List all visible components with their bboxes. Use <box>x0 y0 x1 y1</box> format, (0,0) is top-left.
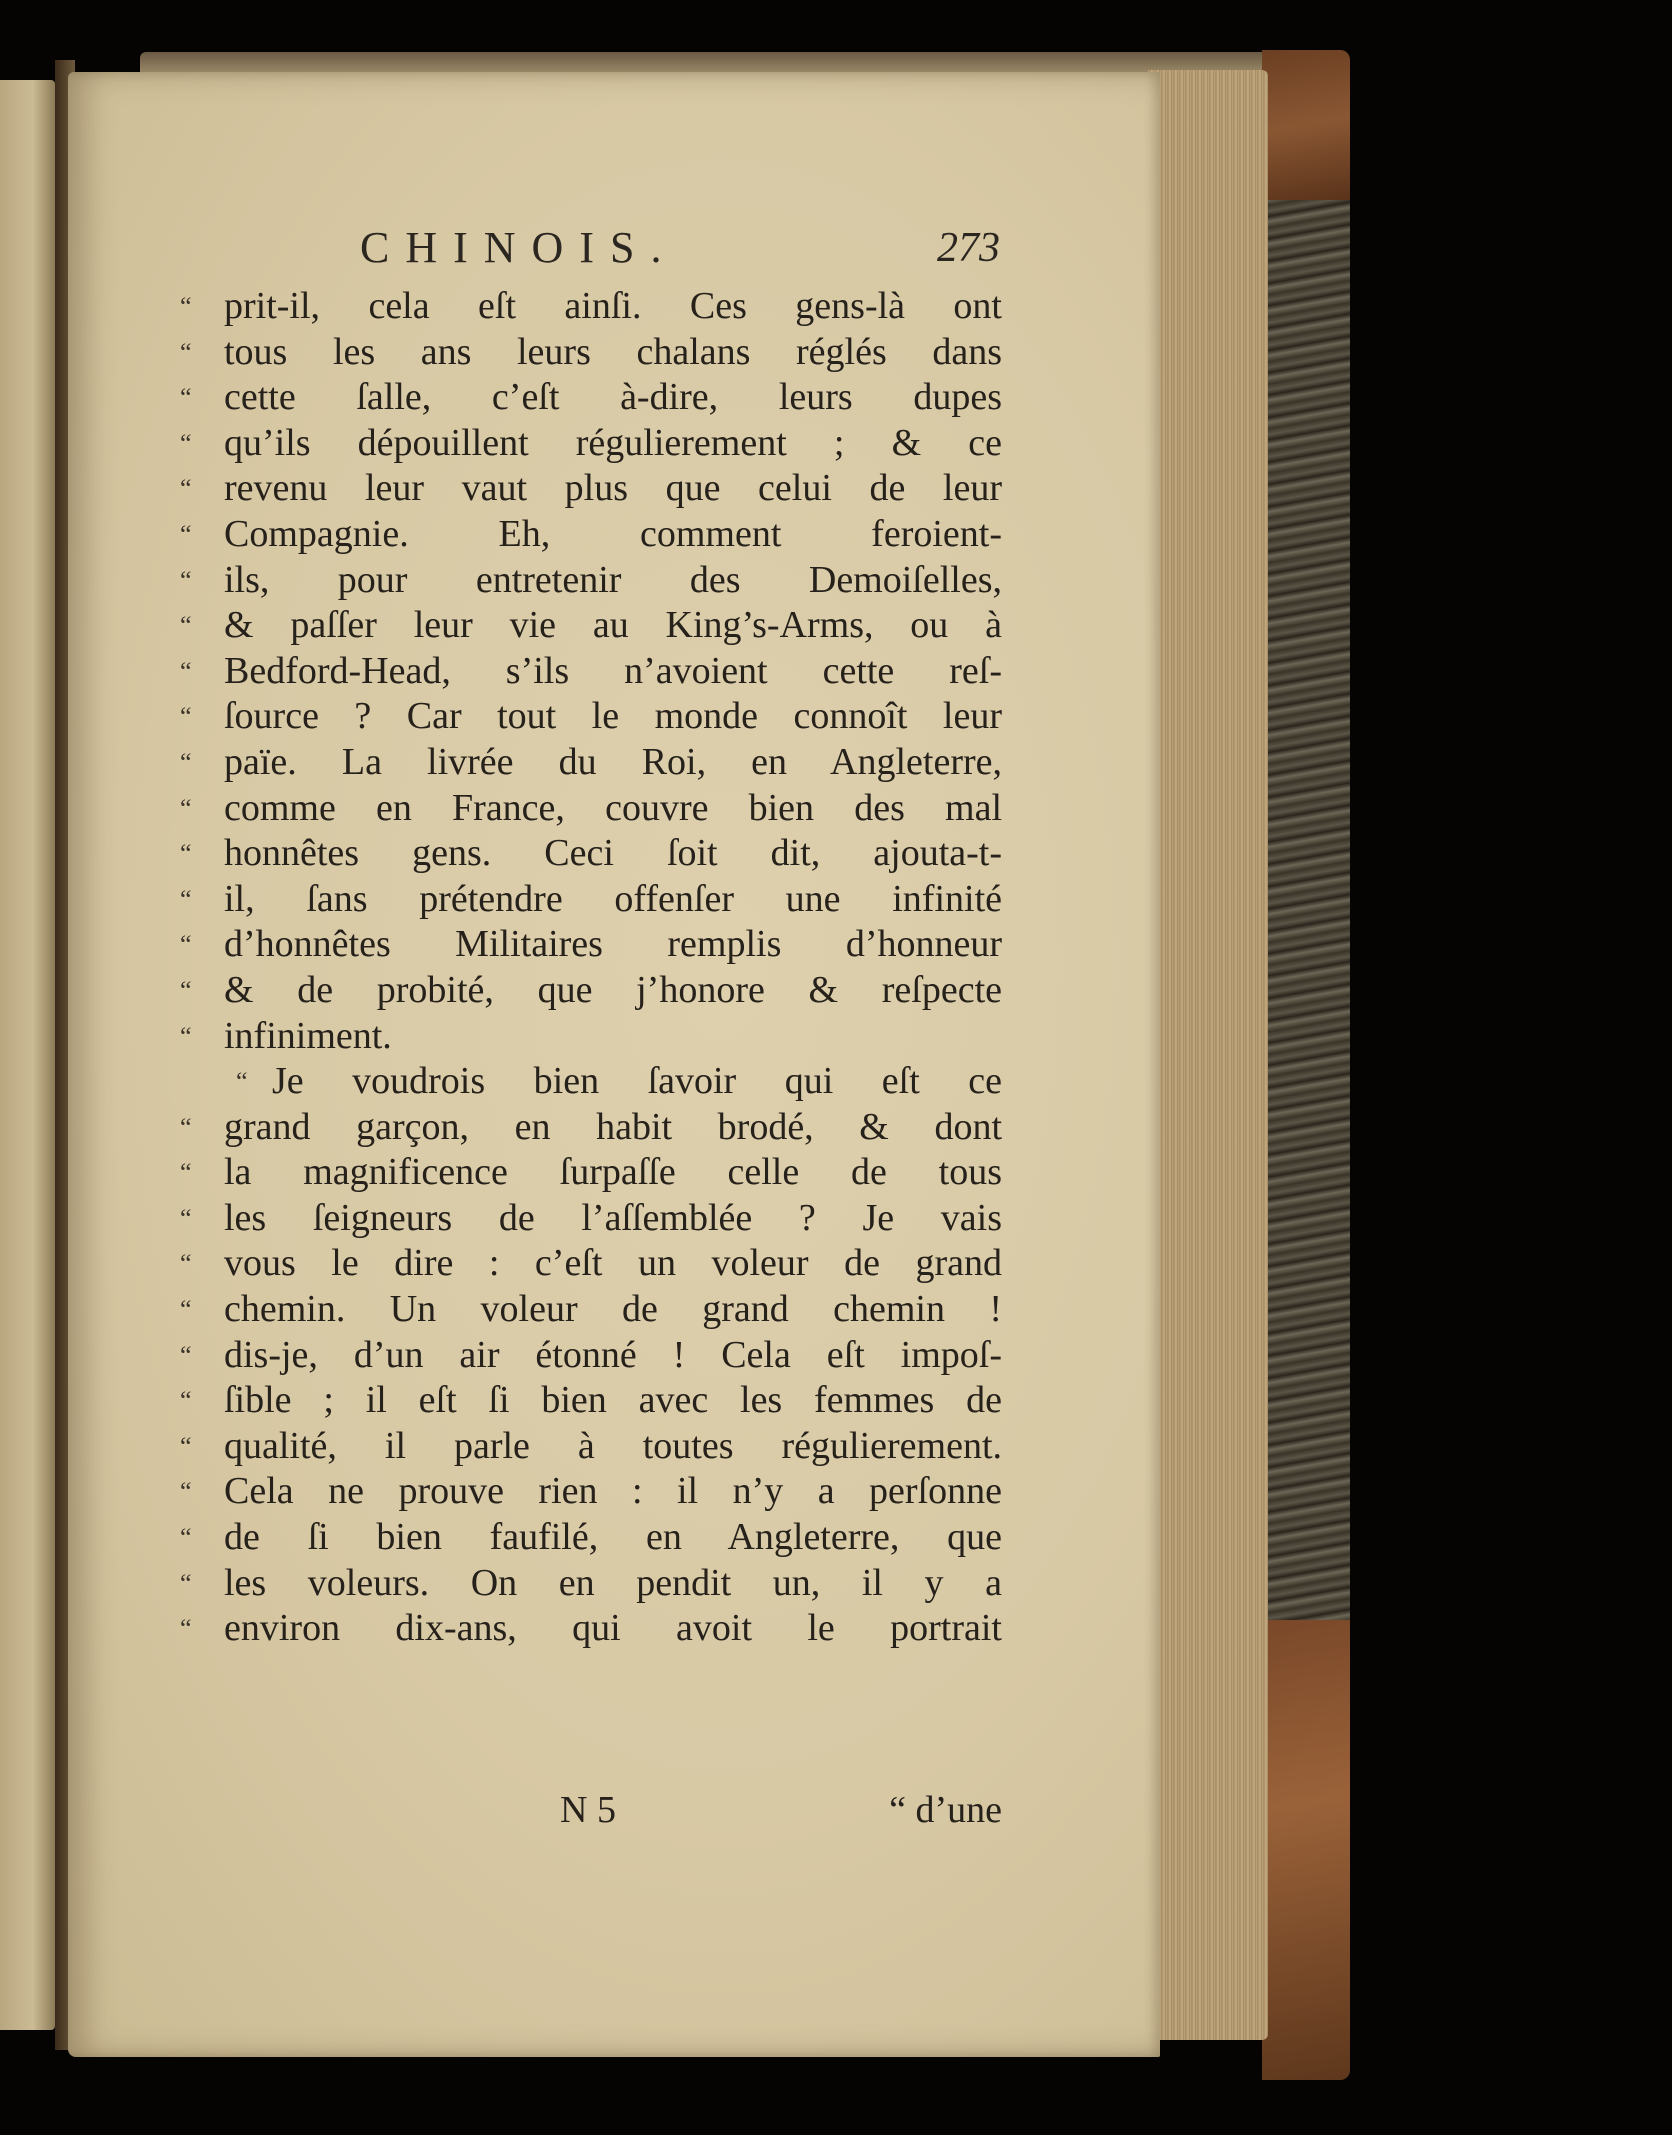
leather-corner-top <box>1262 50 1350 200</box>
body-text <box>180 284 1002 1652</box>
quote-mark: “ <box>180 383 192 413</box>
quote-mark: “ <box>180 1431 192 1461</box>
book-top-edge <box>140 52 1320 74</box>
line-text: qu’ils dépouillent régulierement ; & ce <box>224 421 1002 464</box>
quote-mark: “ <box>180 884 192 914</box>
quote-mark: “ <box>180 1249 192 1279</box>
quote-mark: “ <box>180 930 192 960</box>
text-line <box>180 1196 1002 1242</box>
line-text: honnêtes gens. Ceci ſoit dit, ajouta-t- <box>224 832 1002 875</box>
leather-corner-bottom <box>1262 1620 1350 2080</box>
text-line <box>180 603 1002 649</box>
quote-mark: “ <box>180 1568 192 1598</box>
text-line <box>180 694 1002 740</box>
line-text: Cela ne prouve rien : il n’y a perſonne <box>224 1470 1002 1513</box>
text-line <box>180 1150 1002 1196</box>
quote-mark: “ <box>180 839 192 869</box>
text-line <box>180 831 1002 877</box>
line-text: tous les ans leurs chalans réglés dans <box>224 330 1002 373</box>
line-text: païe. La livrée du Roi, en Angleterre, <box>224 740 1002 783</box>
quote-mark: “ <box>180 1477 192 1507</box>
facing-page-edge <box>0 80 55 2030</box>
line-text: dis-je, d’un air étonné ! Cela eſt impoſ- <box>224 1333 1002 1376</box>
text-line <box>180 1014 1002 1060</box>
text-line <box>180 1606 1002 1652</box>
text-line <box>180 1378 1002 1424</box>
quote-mark: “ <box>180 793 192 823</box>
quote-mark: “ <box>180 1021 192 1051</box>
line-text: Bedford-Head, s’ils n’avoient cette reſ- <box>224 649 1002 692</box>
text-line <box>180 1105 1002 1151</box>
page-number: 273 <box>937 225 1000 271</box>
line-text: ſible ; il eſt ſi bien avec les femmes de <box>224 1379 1002 1422</box>
quote-mark: “ <box>180 1158 192 1188</box>
text-line <box>180 1561 1002 1607</box>
line-text: les voleurs. On en pendit un, il y a <box>224 1561 1002 1604</box>
running-title: CHINOIS. <box>360 223 678 272</box>
text-line <box>180 1469 1002 1515</box>
line-text: prit-il, cela eſt ainſi. Ces gens-là ont <box>224 285 1002 327</box>
quote-mark: “ <box>180 565 192 595</box>
line-text: revenu leur vaut plus que celui de leur <box>224 467 1002 510</box>
quote-mark: “ <box>180 747 192 777</box>
page-footer <box>180 1788 1002 1838</box>
line-text: cette ſalle, c’eſt à-dire, leurs dupes <box>224 376 1002 419</box>
quote-mark: “ <box>180 474 192 504</box>
quote-mark: “ <box>236 1067 248 1097</box>
quote-mark: “ <box>180 702 192 732</box>
text-line <box>180 968 1002 1014</box>
quote-mark: “ <box>180 1386 192 1416</box>
line-text: grand garçon, en habit brodé, & dont <box>224 1105 1002 1148</box>
line-text: les ſeigneurs de l’aſſemblée ? Je vais <box>224 1196 1002 1239</box>
quote-mark: “ <box>180 1523 192 1553</box>
quote-mark: “ <box>180 292 192 321</box>
line-text: & paſſer leur vie au King’s-Arms, ou à <box>224 604 1002 647</box>
text-line <box>180 512 1002 558</box>
quote-mark: “ <box>180 611 192 641</box>
text-line <box>180 786 1002 832</box>
line-text: chemin. Un voleur de grand chemin ! <box>224 1288 1002 1331</box>
catchword: “ d’une <box>889 1789 1002 1831</box>
quote-mark: “ <box>180 1295 192 1325</box>
text-line <box>180 1059 1002 1105</box>
line-text: ſource ? Car tout le monde connoît leur <box>224 695 1002 738</box>
line-text: vous le dire : c’eſt un voleur de grand <box>224 1242 1002 1285</box>
text-line <box>180 330 1002 376</box>
text-line <box>180 558 1002 604</box>
line-text: comme en France, couvre bien des mal <box>224 786 1002 829</box>
text-line <box>180 1241 1002 1287</box>
line-text: de ſi bien faufilé, en Angleterre, que <box>224 1516 1002 1559</box>
text-line <box>180 375 1002 421</box>
line-text: ils, pour entretenir des Demoiſelles, <box>224 558 1002 601</box>
quote-mark: “ <box>180 337 192 367</box>
quote-mark: “ <box>180 1340 192 1370</box>
signature-mark: N 5 <box>560 1789 616 1831</box>
page-header <box>360 222 1040 282</box>
line-text: & de probité, que j’honore & reſpecte <box>224 968 1002 1011</box>
text-line <box>180 421 1002 467</box>
text-line <box>180 1424 1002 1470</box>
text-line <box>180 466 1002 512</box>
quote-mark: “ <box>180 1203 192 1233</box>
text-line <box>180 649 1002 695</box>
line-text: Compagnie. Eh, comment feroient- <box>224 512 1002 555</box>
line-text: il, ſans prétendre offenſer une infinité <box>224 877 1002 920</box>
text-line <box>180 922 1002 968</box>
quote-mark: “ <box>180 1614 192 1644</box>
quote-mark: “ <box>180 1112 192 1142</box>
text-line <box>180 740 1002 786</box>
page-fore-edge <box>1148 70 1268 2040</box>
quote-mark: “ <box>180 656 192 686</box>
quote-mark: “ <box>180 428 192 458</box>
text-line <box>180 1333 1002 1379</box>
line-text: qualité, il parle à toutes régulierement. <box>224 1424 1002 1467</box>
text-line <box>180 877 1002 923</box>
text-line <box>180 284 1002 330</box>
line-text: Je voudrois bien ſavoir qui eſt ce <box>272 1060 1002 1103</box>
text-line <box>180 1287 1002 1333</box>
quote-mark: “ <box>180 519 192 549</box>
text-line <box>180 1515 1002 1561</box>
line-text: infiniment. <box>224 1014 392 1057</box>
line-text: d’honnêtes Militaires remplis d’honneur <box>224 923 1002 966</box>
line-text: la magnificence ſurpaſſe celle de tous <box>224 1151 1002 1194</box>
line-text: environ dix-ans, qui avoit le portrait <box>224 1607 1002 1650</box>
quote-mark: “ <box>180 975 192 1005</box>
